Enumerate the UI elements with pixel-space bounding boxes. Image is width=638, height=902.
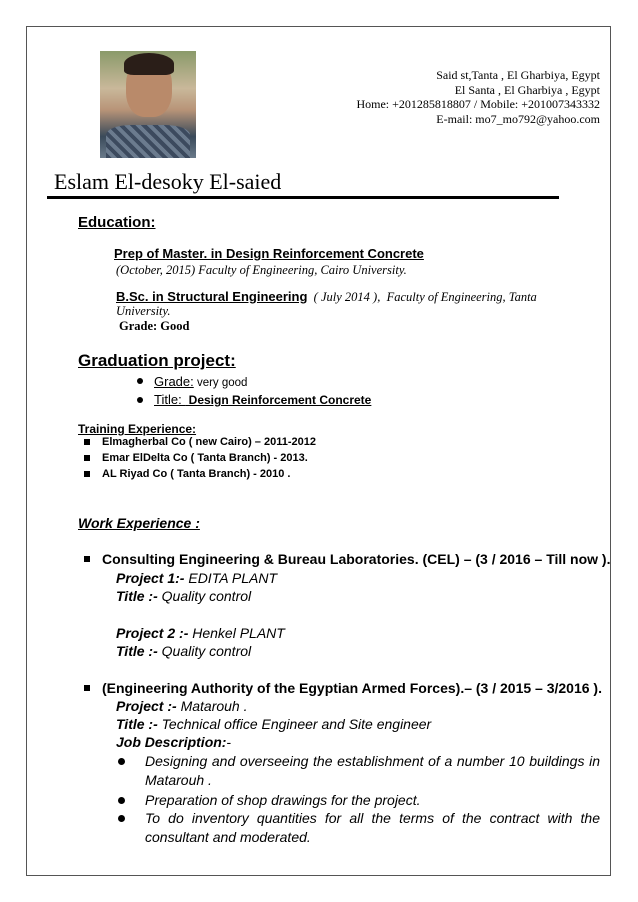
bullet <box>118 797 125 804</box>
job-1-project-1 <box>116 570 277 586</box>
bullet <box>118 758 125 765</box>
grade-label: Grade: <box>154 374 194 389</box>
project-label: Project 1:- <box>116 570 185 586</box>
phone-line: Home: +201285818807 / Mobile: +201007343332 <box>356 97 600 111</box>
job-2-title: (Engineering Authority of the Egyptian Armed Forces).– (3 / 2015 – 3/2016 ). <box>102 680 602 696</box>
job-2-position <box>116 716 431 732</box>
project-label: Project 2 :- <box>116 625 189 641</box>
square-bullet <box>84 439 90 445</box>
candidate-name: Eslam El-desoky El-saied <box>54 169 282 194</box>
degree-2-detail-cont: University. <box>116 304 171 318</box>
square-bullet <box>84 556 90 562</box>
bullet <box>118 815 125 822</box>
heading-rule <box>47 196 559 199</box>
job-1-title-2 <box>116 643 251 659</box>
title-value: Quality control <box>157 643 252 659</box>
job-1-project-2 <box>116 625 285 641</box>
graduation-title <box>154 391 371 409</box>
grade-value: very good <box>193 377 248 389</box>
project-value: Henkel PLANT <box>188 625 285 641</box>
training-item: AL Riyad Co ( Tanta Branch) - 2010 . <box>102 468 291 480</box>
duty-item: To do inventory quantities for all the terms of the contract with the consultant and moderated. <box>145 810 600 845</box>
degree-1-detail: (October, 2015) Faculty of Engineering, Cairo University. <box>116 263 407 277</box>
training-heading: Training Experience: <box>78 422 197 436</box>
training-item: Emar ElDelta Co ( Tanta Branch) - 2013. <box>102 452 308 464</box>
degree-2-title: B.Sc. in Structural Engineering <box>116 289 308 304</box>
address-line-2: El Santa , El Gharbiya , Egypt <box>454 82 600 97</box>
job-2-project <box>116 698 248 714</box>
bullet <box>137 397 143 403</box>
title-label: Title :- <box>116 716 158 732</box>
duty-item: Designing and overseeing the establishment of a number 10 buildings in Matarouh . <box>145 753 600 788</box>
training-item: Elmagherbal Co ( new Cairo) – 2011-2012 <box>102 436 316 448</box>
graduation-grade <box>154 373 247 391</box>
education-heading: Education: <box>78 214 156 231</box>
degree-1-title: Prep of Master. in Design Reinforcement Concrete <box>114 246 424 261</box>
degree-2-grade: Grade: Good <box>119 319 190 333</box>
contact-block <box>356 68 600 126</box>
job-description-dash: - <box>226 734 232 750</box>
email-line: E-mail: mo7_mo792@yahoo.com <box>436 111 600 126</box>
title-label: Title :- <box>116 643 158 659</box>
graduation-heading: Graduation project: <box>78 351 236 370</box>
degree-2-detail: ( July 2014 ), Faculty of Engineering, Tanta <box>307 290 537 304</box>
project-value: Matarouh . <box>176 698 248 714</box>
bullet <box>137 378 143 384</box>
project-value: EDITA PLANT <box>184 570 278 586</box>
profile-photo <box>100 51 196 158</box>
degree-2-line <box>116 288 537 306</box>
title-value: Design Reinforcement Concrete <box>185 393 372 407</box>
square-bullet <box>84 455 90 461</box>
work-heading: Work Experience : <box>78 515 200 531</box>
project-label: Project :- <box>116 698 177 714</box>
job-description-heading <box>116 734 231 750</box>
job-1-title-1 <box>116 588 251 604</box>
title-value: Technical office Engineer and Site engineer <box>157 716 432 732</box>
square-bullet <box>84 685 90 691</box>
title-value: Quality control <box>157 588 252 604</box>
title-label: Title: <box>154 392 186 407</box>
address-line-1: Said st,Tanta , El Gharbiya, Egypt <box>436 68 600 82</box>
title-label: Title :- <box>116 588 158 604</box>
job-description-label: Job Description: <box>116 734 227 750</box>
square-bullet <box>84 471 90 477</box>
duty-item: Preparation of shop drawings for the project. <box>145 792 421 808</box>
job-1-title: Consulting Engineering & Bureau Laboratories. (CEL) – (3 / 2016 – Till now ). <box>102 551 611 567</box>
